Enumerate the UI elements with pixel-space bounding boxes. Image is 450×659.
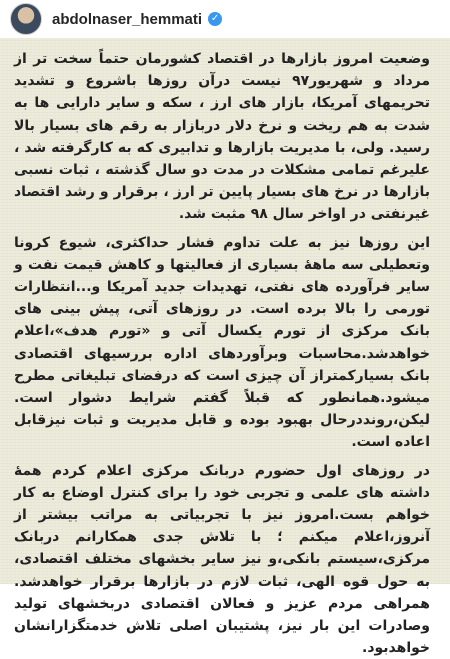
username[interactable]: abdolnaser_hemmati bbox=[52, 10, 203, 28]
post-paragraph: در روزهای اول حضورم دربانک مرکزی اعلام کردم همۀ داشته های علمی و تجربی خود را برای کنترل اوضاع به کار خواهم بست.امروز نیز با تجربیاتی به مراتب بیشتر از آنروز،اعلام میکنم ؛ با تلاش جدی همکارانم دربانک مرکزی،سیستم بانکی،و نیز سایر بخشهای مختلف اقتصادی، به حول قوه الهی، ثبات لازم در بازارها برقرار خواهدشد. همراهی مردم عزیز و فعالان اقتصادی دربخشهای تولید وصادرات این بار نیز، پشتیبان اصلی تلاش خدمتگزارانشان خواهدبود. bbox=[14, 462, 430, 657]
post-image bbox=[0, 38, 450, 657]
post-paragraph: وضعیت امروز بازارها در اقتصاد کشورمان حتماً سخت تر از مرداد و شهریور۹۷ نیست درآن روزها باشروع و تشدید تحریمهای آمریکا، بازار های ارز ، سکه و سایر دارایی ها به شدت به هم ریخت و نرخ دلار دربازار به رقم های بسیار بالا رسید. ولی، با مدیریت بازارها و تدابیری که به کارگرفته شد ، علیرغم تمامی مشکلات در مدت دو سال گذشته ، ثبات نسبی بازارها در نرخ های بسیار پایین تر ارز ، برقرار و رشد اقتصاد غیرنفتی در اواخر سال ۹۸ مثبت شد. bbox=[14, 51, 430, 223]
post-header bbox=[0, 0, 450, 38]
post-paragraph: این روزها نیز به علت تداوم فشار حداکثری، شیوع کرونا وتعطیلی سه ماهۀ بسیاری از فعالیتها و کاهش قیمت نفت و سایر فرآورده های نفتی، تهدیدات جدید آمریکا و...انتظارات تورمی را بالا برده است. در روزهای آتی، پیش بینی های بانک مرکزی از تورم یکسال آتی و «تورم هدف»،اعلام خواهدشد.محاسبات وبرآوردهای اداره بررسیهای اقتصادی بانک بسیارکمتراز آن چیزی است که درفضای تبلیغاتی مطرح میشود.همانطور که قبلاً گفتم شرایط دشوار است. لیکن،رونددرحال بهبود بوده و قابل مدیریت و ثبات نیزقابل اعاده است. bbox=[14, 234, 430, 451]
verified-badge-icon: ✓ bbox=[208, 12, 222, 26]
avatar[interactable] bbox=[10, 3, 42, 35]
